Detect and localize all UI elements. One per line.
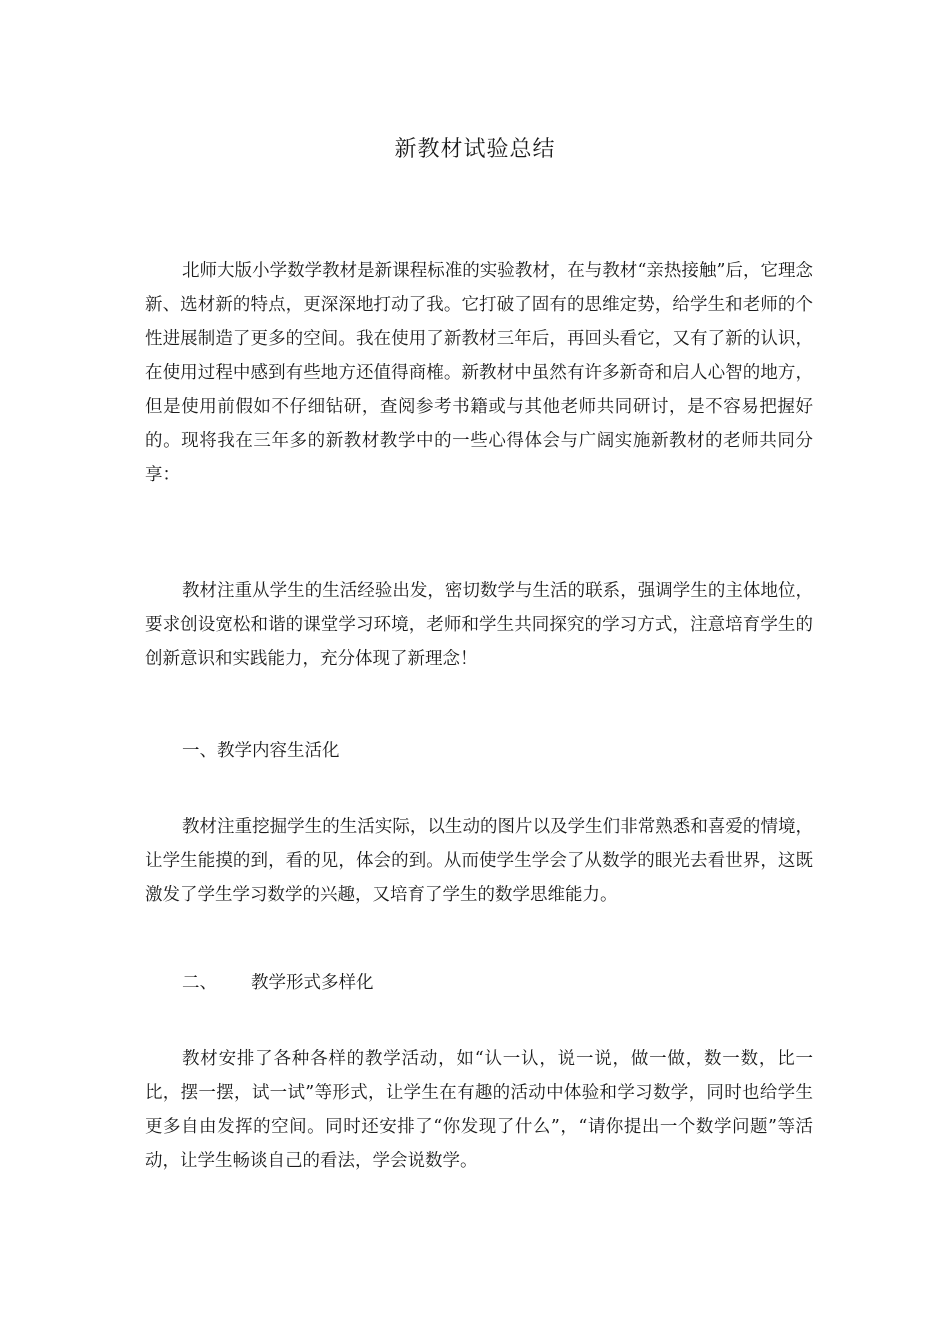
intro-paragraph: 北师大版小学数学教材是新课程标准的实验教材，在与教材“亲热接触”后，它理念新、选材新的特点，更深深地打动了我。它打破了固有的思维定势，给学生和老师的个性进展制造了更多的空间。我在使用了新教材三年后，再回头看它，又有了新的认识，在使用过程中感到有些地方还值得商榷。新教材中虽然有许多新奇和启人心智的地方，但是使用前假如不仔细钻研，查阅参考书籍或与其他老师共同研讨，是不容易把握好的。现将我在三年多的新教材教学中的一些心得体会与广阔实施新教材的老师共同分享： (145, 261, 813, 485)
section-heading-2-text: 教学形式多样化 (251, 973, 374, 993)
overview-paragraph: 教材注重从学生的生活经验出发，密切数学与生活的联系，强调学生的主体地位，要求创设宽松和谐的课堂学习环境，老师和学生共同探究的学习方式，注意培育学生的创新意识和实践能力，充分体现了新理念！ (145, 581, 813, 669)
section-heading-2 (145, 966, 813, 1000)
section-2-paragraph: 教材安排了各种各样的教学活动，如“认一认，说一说，做一做，数一数，比一比，摆一摆，试一试”等形式，让学生在有趣的活动中体验和学习数学，同时也给学生更多自由发挥的空间。同时还安排了“你发现了什么”，“请你提出一个数学问题”等活动，让学生畅谈自己的看法，学会说数学。 (145, 1049, 813, 1171)
section-heading-2-number: 二、 (182, 973, 217, 993)
document-title: 新教材试验总结 (394, 137, 556, 162)
section-1-paragraph: 教材注重挖掘学生的生活实际，以生动的图片以及学生们非常熟悉和喜爱的情境，让学生能摸的到，看的见，体会的到。从而使学生学会了从数学的眼光去看世界，这既激发了学生学习数学的兴趣，又培育了学生的数学思维能力。 (145, 817, 813, 905)
section-heading-1: 一、教学内容生活化 (182, 741, 340, 761)
